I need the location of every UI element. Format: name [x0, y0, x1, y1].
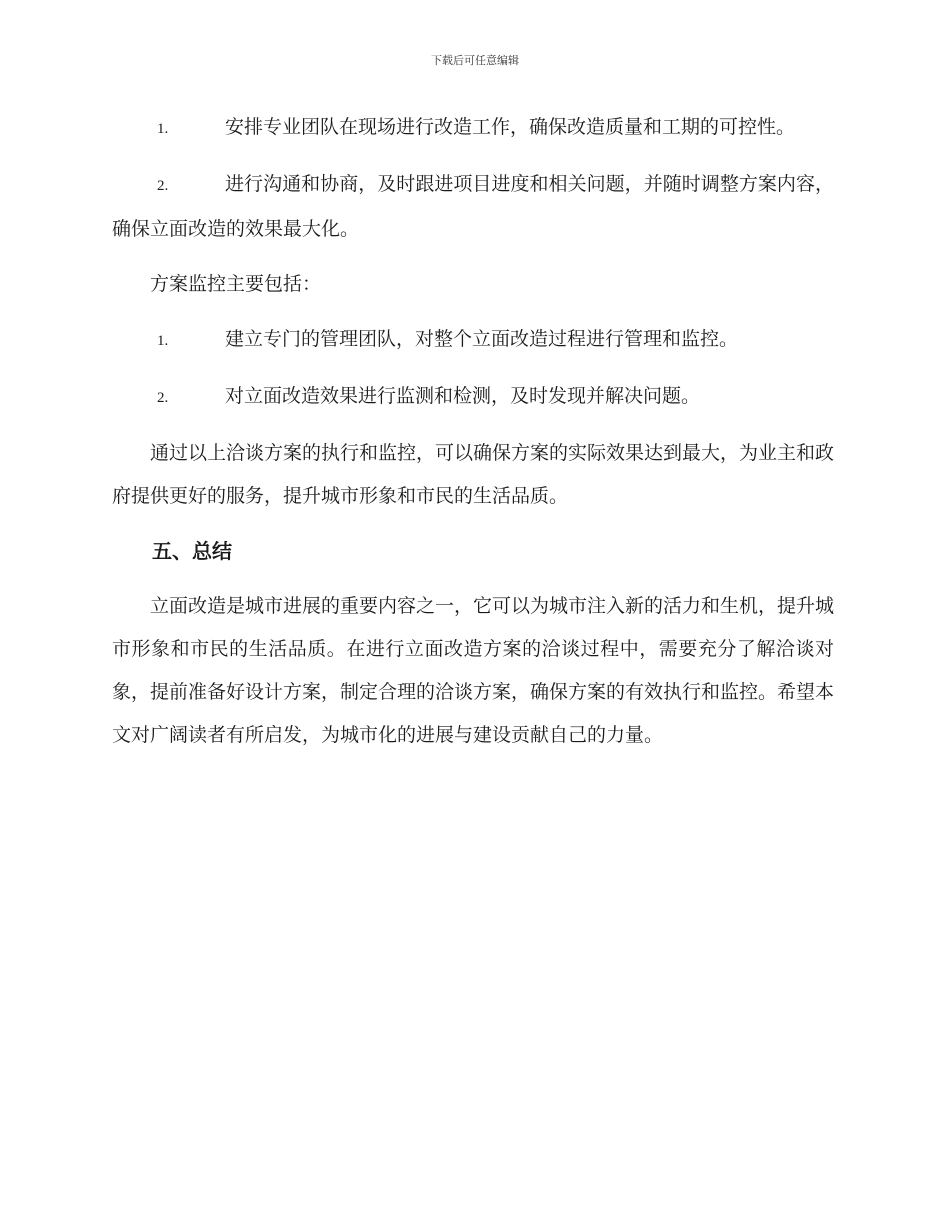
summary-paragraph: 立面改造是城市进展的重要内容之一，它可以为城市注入新的活力和生机，提升城市形象和市民的生活品质。在进行立面改造方案的洽谈过程中，需要充分了解洽谈对象，提前准备好设计方案，制定合理的洽谈方案，确保方案的有效执行和监控。希望本文对广阔读者有所启发，为城市化的进展与建设贡献自己的力量。: [112, 595, 835, 746]
section-heading: 五、总结: [152, 539, 232, 563]
list-text: 对立面改造效果进行监测和检测，及时发现并解决问题。: [225, 385, 701, 407]
list-item: [112, 106, 834, 151]
conclusion-paragraph: 通过以上洽谈方案的执行和监控，可以确保方案的实际效果达到最大，为业主和政府提供更好的服务，提升城市形象和市民的生活品质。: [112, 442, 835, 507]
list-text: 安排专业团队在现场进行改造工作，确保改造质量和工期的可控性。: [225, 116, 796, 138]
page-header: 下载后可任意编辑: [431, 54, 519, 67]
list-item: [112, 163, 834, 251]
list-number: 1.: [157, 121, 169, 137]
list-text: 进行沟通和协商，及时跟进项目进度和相关问题，并随时调整方案内容，确保立面改造的效果最大化。: [112, 173, 834, 240]
list-item: [112, 375, 834, 420]
document-body: [112, 106, 834, 757]
list-item: [112, 318, 834, 363]
list-text: 建立专门的管理团队，对整个立面改造过程进行管理和监控。: [225, 328, 739, 350]
list-number: 1.: [157, 333, 169, 349]
list-number: 2.: [157, 178, 169, 194]
list-number: 2.: [157, 390, 169, 406]
monitor-intro: 方案监控主要包括：: [150, 273, 322, 295]
